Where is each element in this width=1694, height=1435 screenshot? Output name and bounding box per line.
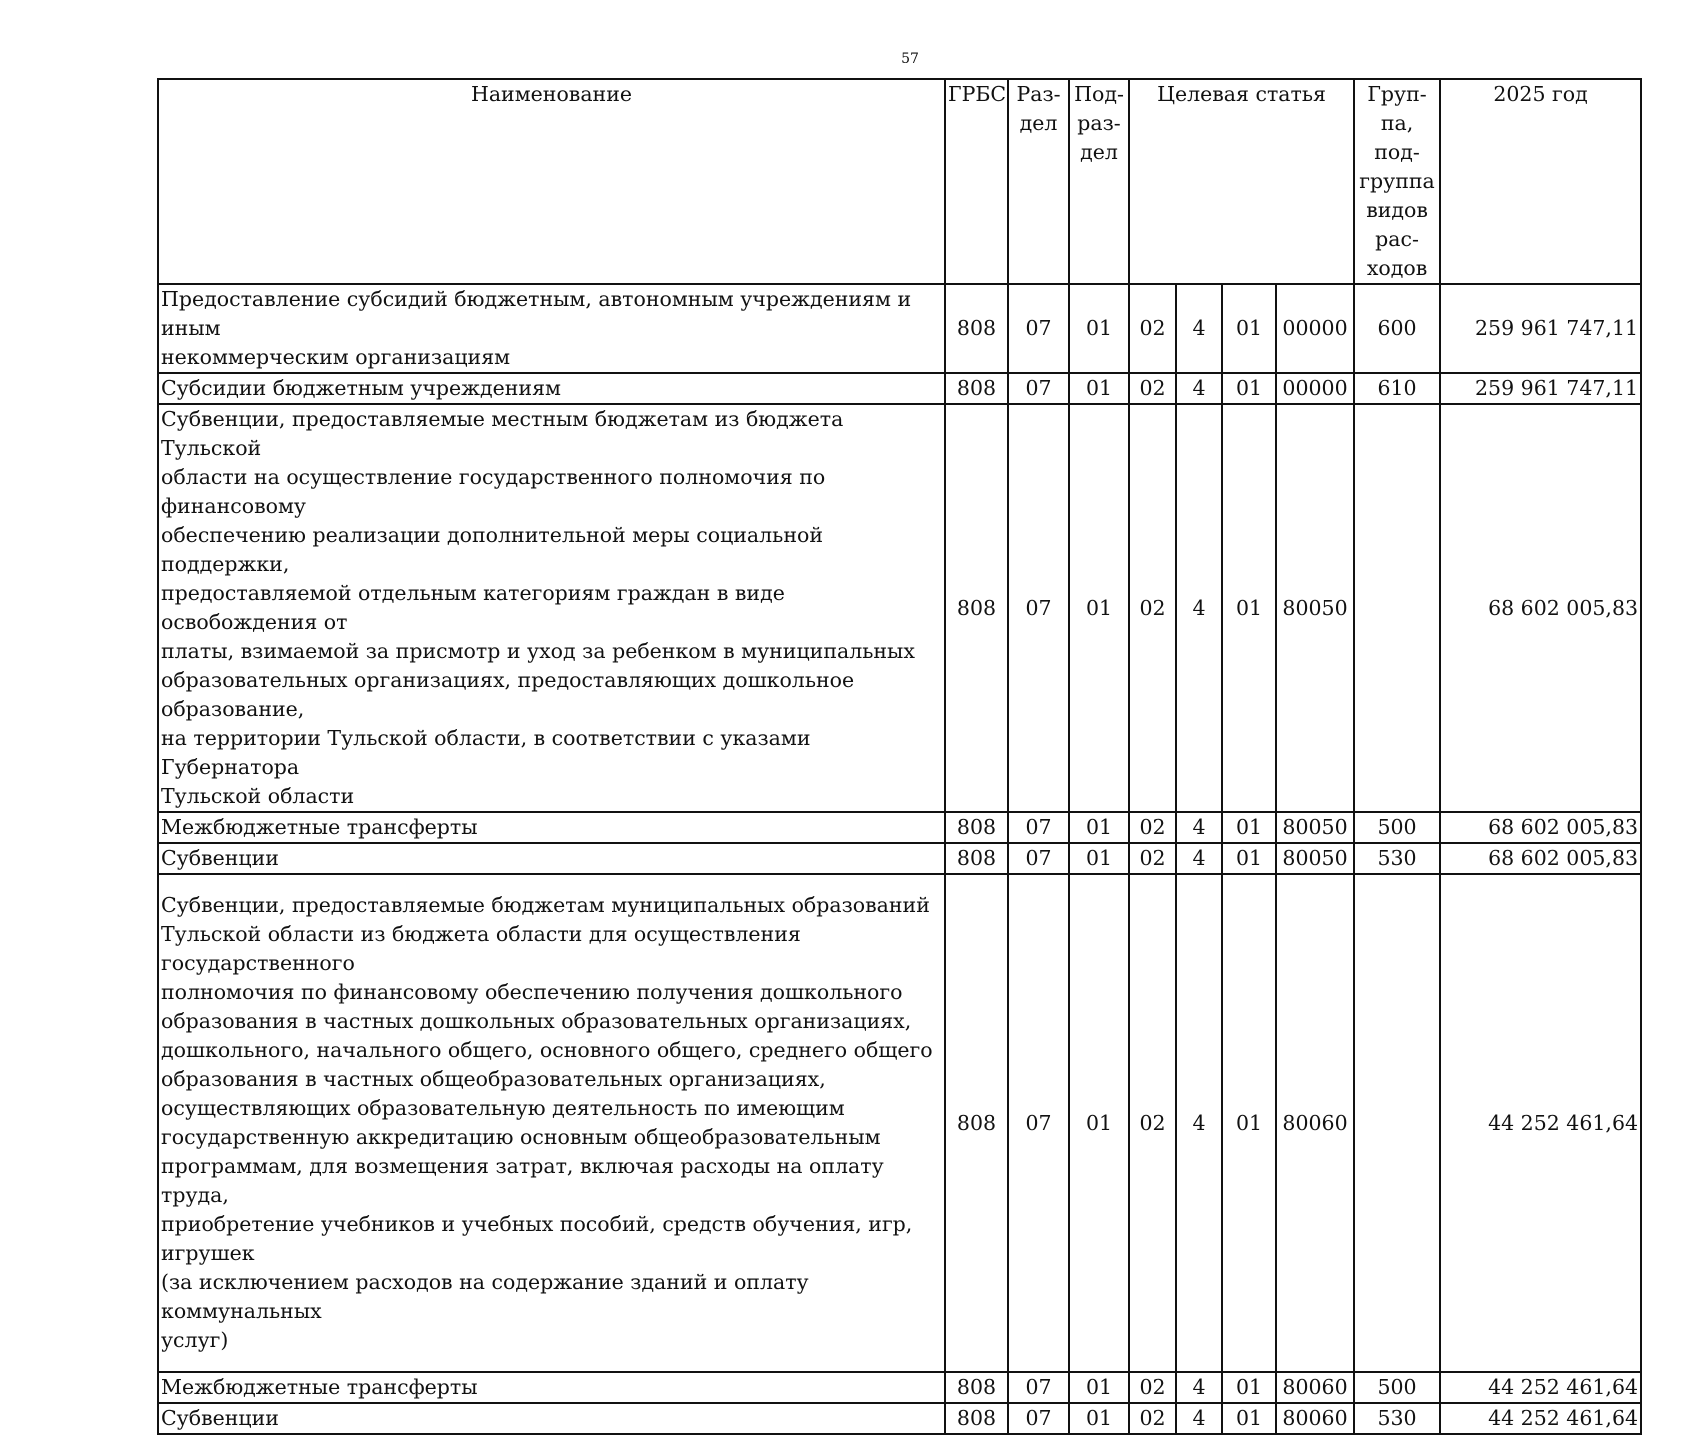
header-grbs: ГРБС <box>945 79 1008 284</box>
row-target-type: 4 <box>1176 1372 1222 1403</box>
row-name: Субсидии бюджетным учреждениям <box>158 373 945 404</box>
page-number: 57 <box>901 51 919 67</box>
table-row <box>158 843 1641 874</box>
header-expense-group: Груп- па, под- группа видов рас- ходов <box>1354 79 1440 284</box>
row-amount: 44 252 461,64 <box>1440 874 1641 1372</box>
table-row <box>158 284 1641 373</box>
row-expense-group: 600 <box>1354 284 1440 373</box>
row-target-direction: 80050 <box>1276 404 1354 812</box>
header-target-article: Целевая статья <box>1129 79 1354 284</box>
row-razdel: 07 <box>1008 404 1069 812</box>
row-target-direction: 80050 <box>1276 812 1354 843</box>
row-target-subprogram: 01 <box>1222 1372 1276 1403</box>
row-target-program: 02 <box>1129 1403 1176 1434</box>
header-razdel: Раз- дел <box>1008 79 1069 284</box>
row-razdel: 07 <box>1008 874 1069 1372</box>
row-target-type: 4 <box>1176 843 1222 874</box>
table-row <box>158 1403 1641 1434</box>
header-podrazdel: Под- раз- дел <box>1069 79 1129 284</box>
row-target-subprogram: 01 <box>1222 373 1276 404</box>
table-row <box>158 1372 1641 1403</box>
row-target-program: 02 <box>1129 1372 1176 1403</box>
row-name: Предоставление субсидий бюджетным, автономным учреждениям и иным некоммерческим организациям <box>158 284 945 373</box>
row-expense-group: 530 <box>1354 1403 1440 1434</box>
row-amount: 44 252 461,64 <box>1440 1372 1641 1403</box>
row-podrazdel: 01 <box>1069 1403 1129 1434</box>
row-name: Субвенции, предоставляемые бюджетам муниципальных образований Тульской области из бюджета области для осуществления государственного полномочия по финансовому обеспечению получения дошкольного образования в частных дошкольных образовательных организациях, дошкольного, начального общего, основного общего, среднего общего образования в частных общеобразовательных организациях, осуществляющих образовательную деятельность по имеющим государственную аккредитацию основным общеобразовательным программам, для возмещения затрат, включая расходы на оплату труда, приобретение учебников и учебных пособий, средств обучения, игр, игрушек (за исключением расходов на содержание зданий и оплату коммунальных услуг) <box>158 874 945 1372</box>
header-year: 2025 год <box>1440 79 1641 284</box>
row-razdel: 07 <box>1008 1372 1069 1403</box>
row-expense-group: 500 <box>1354 812 1440 843</box>
row-target-subprogram: 01 <box>1222 874 1276 1372</box>
row-grbs: 808 <box>945 874 1008 1372</box>
row-target-direction: 80060 <box>1276 874 1354 1372</box>
row-podrazdel: 01 <box>1069 874 1129 1372</box>
row-grbs: 808 <box>945 1403 1008 1434</box>
row-amount: 259 961 747,11 <box>1440 284 1641 373</box>
row-target-type: 4 <box>1176 284 1222 373</box>
table-row <box>158 874 1641 1372</box>
row-name: Межбюджетные трансферты <box>158 1372 945 1403</box>
row-grbs: 808 <box>945 404 1008 812</box>
row-target-subprogram: 01 <box>1222 812 1276 843</box>
row-podrazdel: 01 <box>1069 373 1129 404</box>
row-target-type: 4 <box>1176 373 1222 404</box>
row-target-direction: 80050 <box>1276 843 1354 874</box>
row-expense-group: 530 <box>1354 843 1440 874</box>
row-target-program: 02 <box>1129 404 1176 812</box>
row-amount: 259 961 747,11 <box>1440 373 1641 404</box>
row-grbs: 808 <box>945 284 1008 373</box>
row-name: Субвенции, предоставляемые местным бюджетам из бюджета Тульской области на осуществление государственного полномочия по финансовому обеспечению реализации дополнительной меры социальной поддержки, предоставляемой отдельным категориям граждан в виде освобождения от платы, взимаемой за присмотр и уход за ребенком в муниципальных образовательных организациях, предоставляющих дошкольное образование, на территории Тульской области, в соответствии с указами Губернатора Тульской области <box>158 404 945 812</box>
row-razdel: 07 <box>1008 812 1069 843</box>
row-target-subprogram: 01 <box>1222 1403 1276 1434</box>
row-razdel: 07 <box>1008 1403 1069 1434</box>
row-target-program: 02 <box>1129 874 1176 1372</box>
row-target-type: 4 <box>1176 874 1222 1372</box>
row-razdel: 07 <box>1008 373 1069 404</box>
row-target-direction: 00000 <box>1276 373 1354 404</box>
row-razdel: 07 <box>1008 843 1069 874</box>
table-row <box>158 373 1641 404</box>
row-target-type: 4 <box>1176 404 1222 812</box>
row-target-program: 02 <box>1129 284 1176 373</box>
row-expense-group <box>1354 874 1440 1372</box>
row-target-direction: 80060 <box>1276 1372 1354 1403</box>
row-expense-group: 610 <box>1354 373 1440 404</box>
row-target-subprogram: 01 <box>1222 284 1276 373</box>
row-podrazdel: 01 <box>1069 812 1129 843</box>
row-amount: 68 602 005,83 <box>1440 812 1641 843</box>
budget-table <box>157 78 1642 1435</box>
row-amount: 68 602 005,83 <box>1440 843 1641 874</box>
row-podrazdel: 01 <box>1069 404 1129 812</box>
row-target-direction: 80060 <box>1276 1403 1354 1434</box>
table-row <box>158 404 1641 812</box>
row-podrazdel: 01 <box>1069 843 1129 874</box>
row-target-type: 4 <box>1176 1403 1222 1434</box>
row-target-program: 02 <box>1129 812 1176 843</box>
row-podrazdel: 01 <box>1069 284 1129 373</box>
row-target-program: 02 <box>1129 373 1176 404</box>
row-grbs: 808 <box>945 373 1008 404</box>
row-grbs: 808 <box>945 812 1008 843</box>
row-amount: 44 252 461,64 <box>1440 1403 1641 1434</box>
row-target-subprogram: 01 <box>1222 404 1276 812</box>
table-header-row <box>158 79 1641 284</box>
row-target-type: 4 <box>1176 812 1222 843</box>
header-name: Наименование <box>158 79 945 284</box>
row-target-subprogram: 01 <box>1222 843 1276 874</box>
row-podrazdel: 01 <box>1069 1372 1129 1403</box>
row-amount: 68 602 005,83 <box>1440 404 1641 812</box>
row-expense-group <box>1354 404 1440 812</box>
row-name: Субвенции <box>158 1403 945 1434</box>
row-name: Субвенции <box>158 843 945 874</box>
row-expense-group: 500 <box>1354 1372 1440 1403</box>
row-target-program: 02 <box>1129 843 1176 874</box>
row-target-direction: 00000 <box>1276 284 1354 373</box>
row-grbs: 808 <box>945 843 1008 874</box>
row-razdel: 07 <box>1008 284 1069 373</box>
row-name: Межбюджетные трансферты <box>158 812 945 843</box>
row-grbs: 808 <box>945 1372 1008 1403</box>
table-row <box>158 812 1641 843</box>
